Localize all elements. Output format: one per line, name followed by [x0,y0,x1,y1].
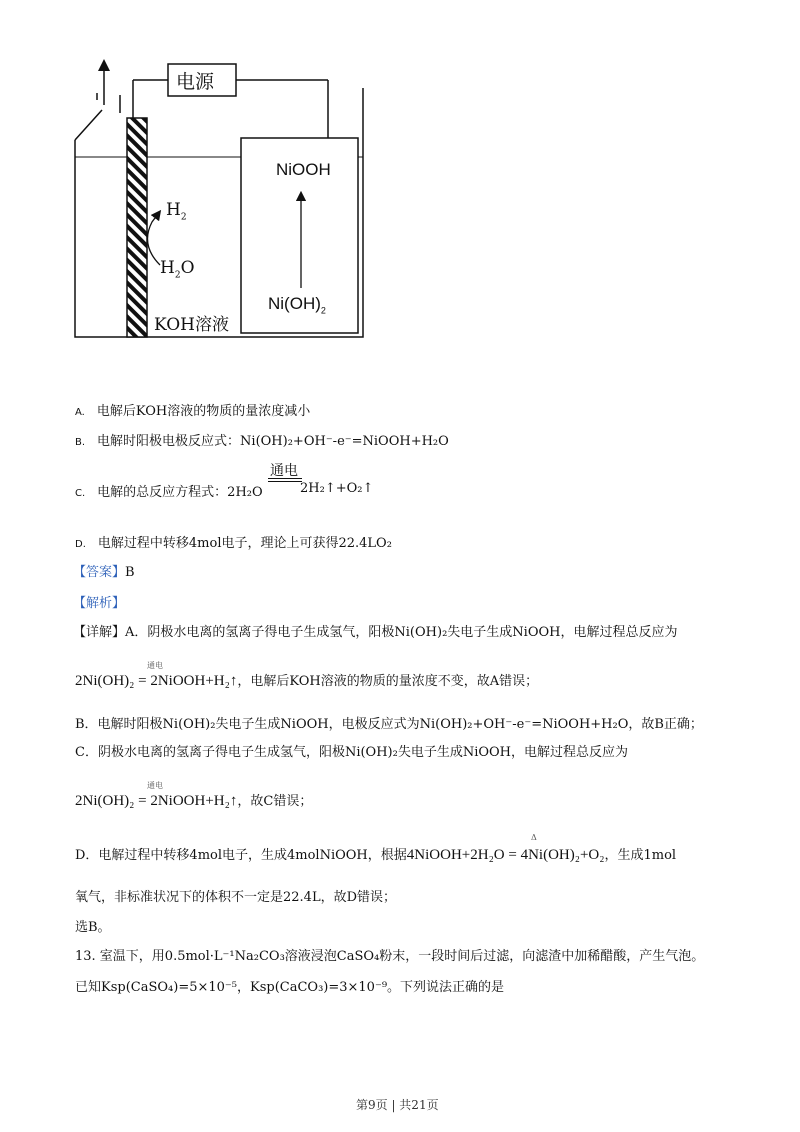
detail-line-d2: 氧气，非标准状况下的体积不一定是22.4L，故D错误； [75,890,397,905]
eqd-condition: Δ [531,833,537,842]
h2-label: $H_2$ [166,200,187,223]
anode-bottom-label: $Ni(OH)_2$ [268,294,326,316]
detail-line-c: C．阴极水电离的氢离子得电子生成氢气，阳极Ni(OH)₂失电子生成NiOOH，电解过程总反应为 [75,745,629,760]
cathode-electrode [127,118,147,337]
detail-line-1: 【详解】A．阴极水电离的氢离子得电子生成氢气，阳极Ni(OH)₂失电子生成NiOOH，电解过程总反应为 [73,625,678,640]
page-footer: 第9页 | 共21页 [356,1098,439,1112]
analysis-tag: 【解析】 [73,596,126,611]
option-d: D. 电解过程中转移4mol电子，理论上可获得22.4LO₂ [75,536,392,551]
option-c-equals [268,478,302,482]
detail-line-d: D．电解过程中转移4mol电子，生成4molNiOOH，根据4NiOOH+2H₂O = 4Ni(OH)₂+O₂，生成1mol [75,847,677,863]
electrolyte-label: KOH溶液 [154,315,230,335]
eq2-line: 2Ni(OH)₂ = 2NiOOH+H₂↑，故C错误； [75,793,313,809]
conclusion: 选B。 [75,920,111,935]
answer-line: 【答案】B [73,565,135,580]
h2o-label: $H_2O$ [160,258,195,281]
q13-line-1: 13. 室温下，用0.5mol·L⁻¹Na₂CO₃溶液浸泡CaSO₄粉末，一段时间后过滤，向滤渣中加稀醋酸，产生气泡。 [75,949,705,964]
option-a: A. 电解后KOH溶液的物质的量浓度减小 [75,404,311,419]
detail-line-b: B．电解时阳极Ni(OH)₂失电子生成NiOOH，电极反应式为Ni(OH)₂+OH⁻-e⁻=NiOOH+H₂O，故B正确； [75,717,703,732]
option-c: C. 电解的总反应方程式：2H₂O [75,485,263,500]
eq2-condition: 通电 [147,781,163,790]
option-c-products: 2H₂↑+O₂↑ [300,481,374,496]
option-b: B. 电解时阳极电极反应式：Ni(OH)₂+OH⁻-e⁻=NiOOH+H₂O [75,434,449,449]
cathode-arrow [148,214,161,265]
anode-top-label: NiOOH [276,160,331,179]
option-c-condition: 通电 [270,463,298,479]
q13-line-2: 已知Ksp(CaSO₄)=5×10⁻⁵，Ksp(CaCO₃)=3×10⁻⁹。下列说法正确的是 [75,980,505,995]
electrolysis-diagram [0,0,800,360]
eq1-line: 2Ni(OH)₂ = 2NiOOH+H₂↑，电解后KOH溶液的物质的量浓度不变，故A错误； [75,673,539,689]
eq1-condition: 通电 [147,661,163,670]
power-label: 电源 [176,71,215,93]
